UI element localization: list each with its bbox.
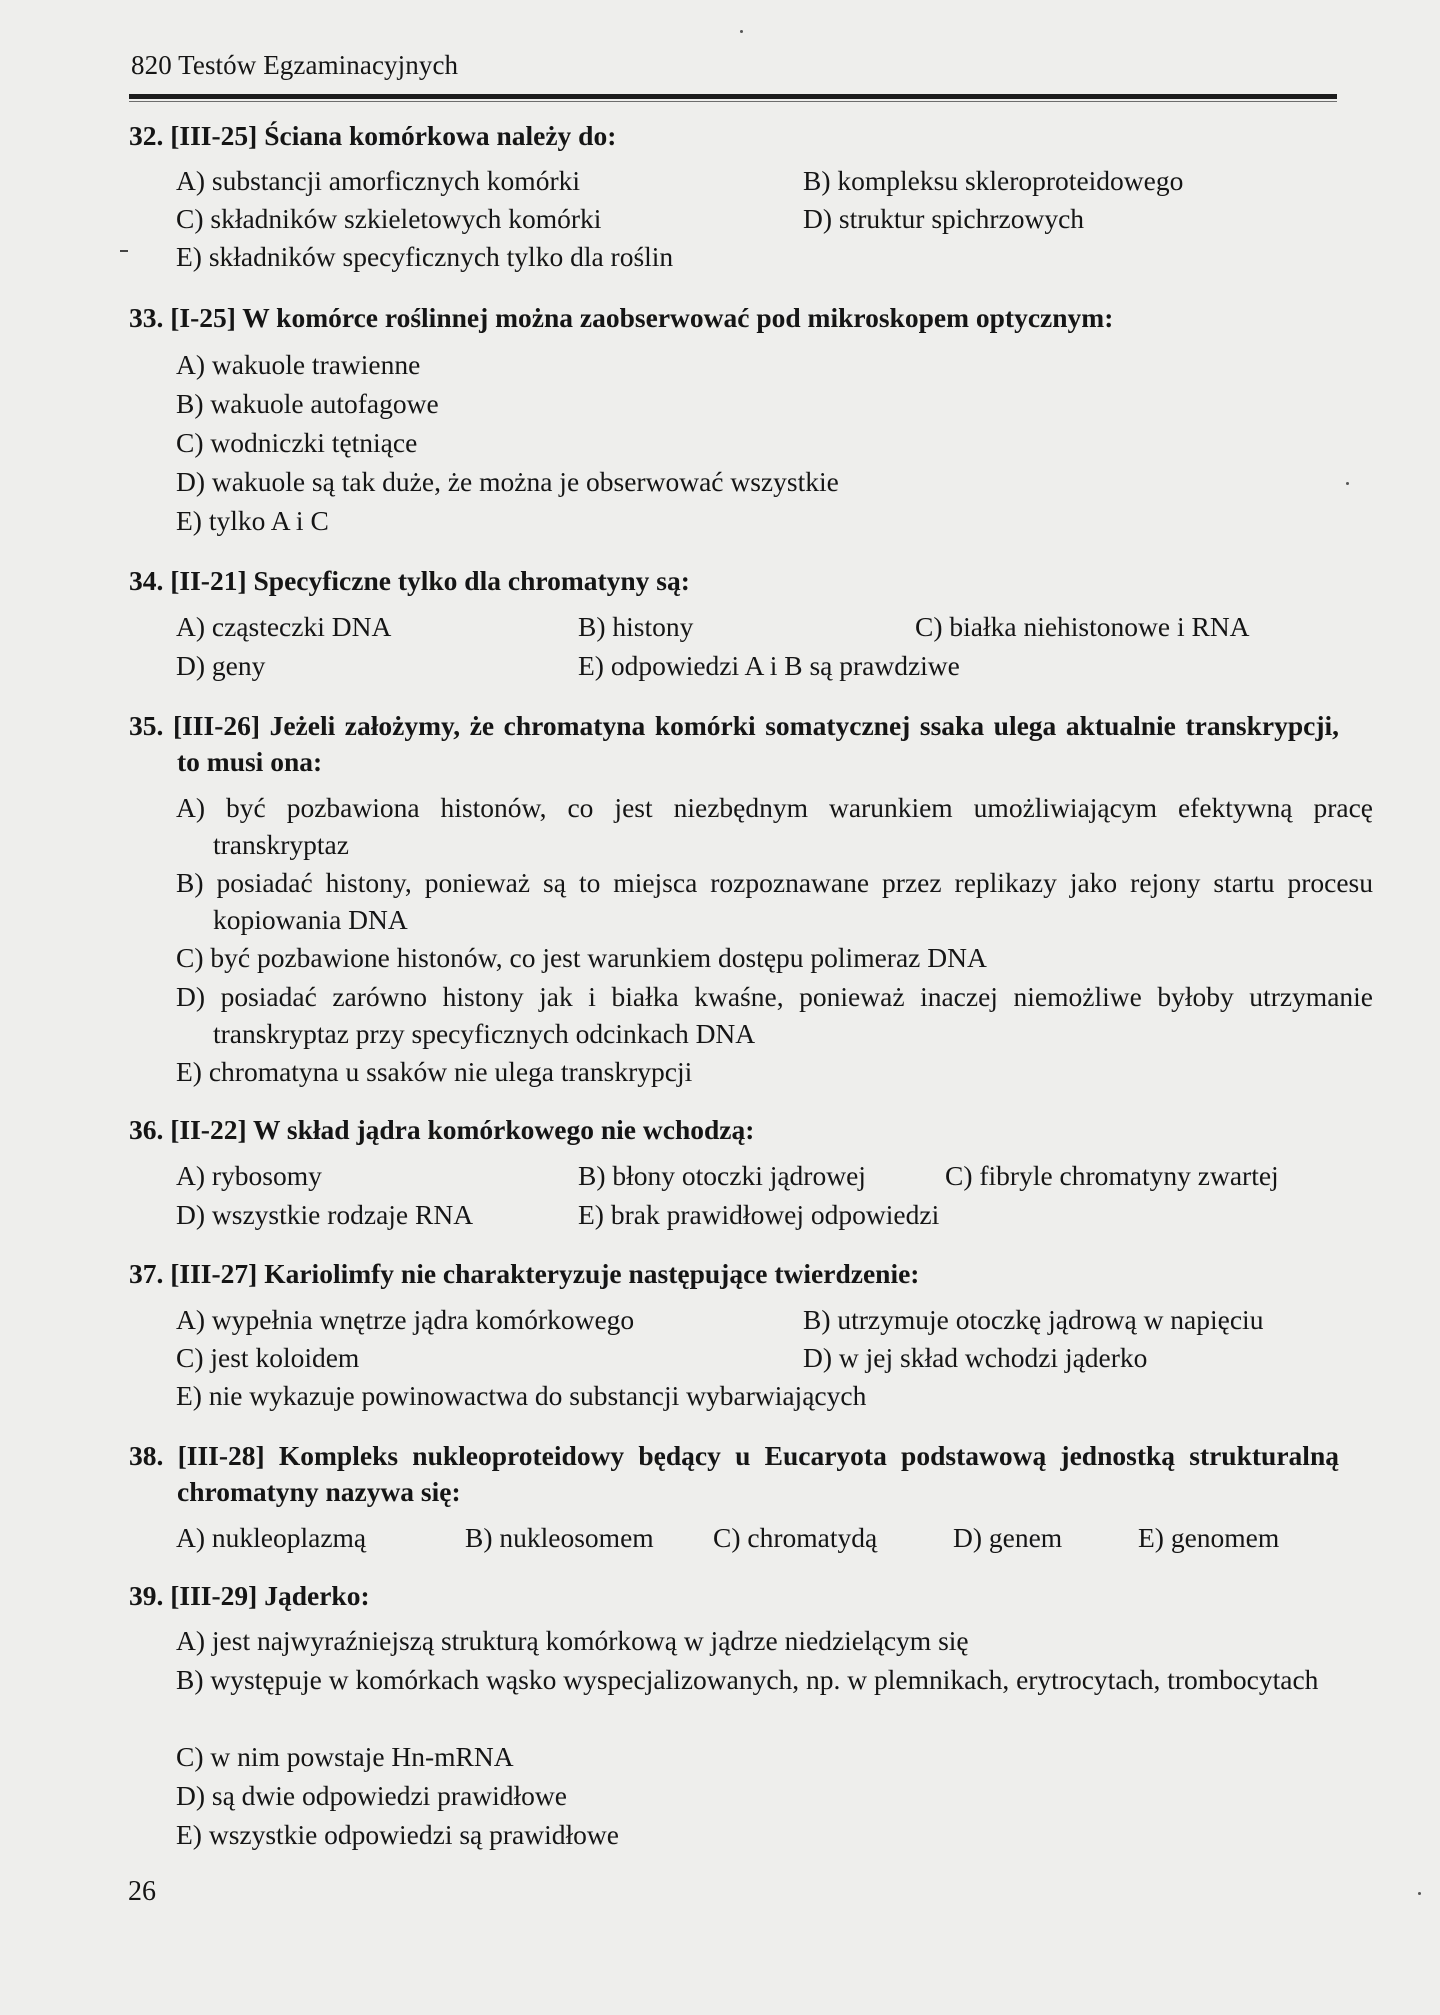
page-number: 26 [128,1876,156,1907]
answer-option: A) rybosomy [176,1160,322,1191]
answer-option: D) są dwie odpowiedzi prawidłowe [176,1780,568,1811]
answer-option: D) wakuole są tak duże, że można je obserwować wszystkie [176,466,839,497]
question-heading: 37. [III-27] Kariolimfy nie charakteryzuje następujące twierdzenie: [129,1258,920,1289]
answer-option: D) wszystkie rodzaje RNA [176,1199,474,1230]
answer-option: D) genem [953,1522,1063,1553]
answer-option: B) nukleosomem [465,1522,654,1553]
answer-option: D) geny [176,650,266,681]
answer-option: C) fibryle chromatyny zwartej [945,1160,1279,1191]
header-rule [129,94,1337,99]
question-heading: 39. [III-29] Jąderko: [129,1580,370,1611]
question-heading: 34. [II-21] Specyficzne tylko dla chromatyny są: [129,565,690,596]
answer-option: D) struktur spichrzowych [803,203,1085,234]
answer-option: B) kompleksu skleroproteidowego [803,165,1184,196]
answer-option: E) brak prawidłowej odpowiedzi [578,1199,940,1230]
answer-option: E) nie wykazuje powinowactwa do substancji wybarwiających [176,1380,867,1411]
answer-option: C) wodniczki tętniące [176,427,418,458]
question-heading: 32. [III-25] Ściana komórkowa należy do: [129,120,617,151]
question-heading: 36. [II-22] W skład jądra komórkowego nie wchodzą: [129,1114,755,1145]
question-heading: 33. [I-25] W komórce roślinnej można zaobserwować pod mikroskopem optycznym: [129,302,1114,333]
answer-option: E) odpowiedzi A i B są prawdziwe [578,650,960,681]
header-rule-thin [129,101,1337,102]
answer-option: B) występuje w komórkach wąsko wyspecjalizowanych, np. w plemnikach, erytrocytach, trombocytach [176,1664,1319,1695]
answer-option: B) posiadać histony, ponieważ są to miejsca rozpoznawane przez replikazy jako rejony startu procesu kopiowania DNA [176,867,1373,935]
answer-option: A) wakuole trawienne [176,349,421,380]
answer-option: E) składników specyficznych tylko dla roślin [176,241,674,272]
answer-option: C) białka niehistonowe i RNA [915,611,1250,642]
page-header-title: 820 Testów Egzaminacyjnych [131,50,459,80]
scan-speck [1418,1892,1421,1895]
answer-option: C) jest koloidem [176,1342,360,1373]
answer-option: C) chromatydą [713,1522,878,1553]
scan-speck [740,30,743,33]
answer-option: C) składników szkieletowych komórki [176,203,602,234]
answer-option: C) w nim powstaje Hn-mRNA [176,1741,514,1772]
answer-option: A) nukleoplazmą [176,1522,367,1553]
answer-option: A) substancji amorficznych komórki [176,165,580,196]
scan-speck [1346,482,1349,485]
answer-option: E) chromatyna u ssaków nie ulega transkrypcji [176,1056,693,1087]
answer-option: A) wypełnia wnętrze jądra komórkowego [176,1304,635,1335]
answer-option: A) jest najwyraźniejszą strukturą komórkową w jądrze niedzielącym się [176,1625,969,1656]
answer-option: D) w jej skład wchodzi jąderko [803,1342,1148,1373]
margin-mark [120,250,128,252]
answer-option: C) być pozbawione histonów, co jest warunkiem dostępu polimeraz DNA [176,942,987,973]
answer-option: D) posiadać zarówno histony jak i białka kwaśne, ponieważ inaczej niemożliwe byłoby utrzymanie transkryptaz przy specyficznych odcinkach DNA [176,981,1373,1049]
question-heading: 38. [III-28] Kompleks nukleoproteidowy będący u Eucaryota podstawową jednostką strukturalną chromatyny nazywa się: [129,1440,1339,1507]
answer-option: B) wakuole autofagowe [176,388,439,419]
answer-option: E) genomem [1138,1522,1280,1553]
answer-option: E) tylko A i C [176,505,329,536]
answer-option: A) cząsteczki DNA [176,611,392,642]
answer-option: E) wszystkie odpowiedzi są prawidłowe [176,1819,619,1850]
answer-option: B) utrzymuje otoczkę jądrową w napięciu [803,1304,1264,1335]
answer-option: A) być pozbawiona histonów, co jest niezbędnym warunkiem umożliwiającym efektywną pracę transkryptaz [176,792,1373,860]
question-heading: 35. [III-26] Jeżeli założymy, że chromatyna komórki somatycznej ssaka ulega aktualnie transkrypcji, to musi ona: [129,710,1339,777]
answer-option: B) histony [578,611,694,642]
answer-option: B) błony otoczki jądrowej [578,1160,866,1191]
